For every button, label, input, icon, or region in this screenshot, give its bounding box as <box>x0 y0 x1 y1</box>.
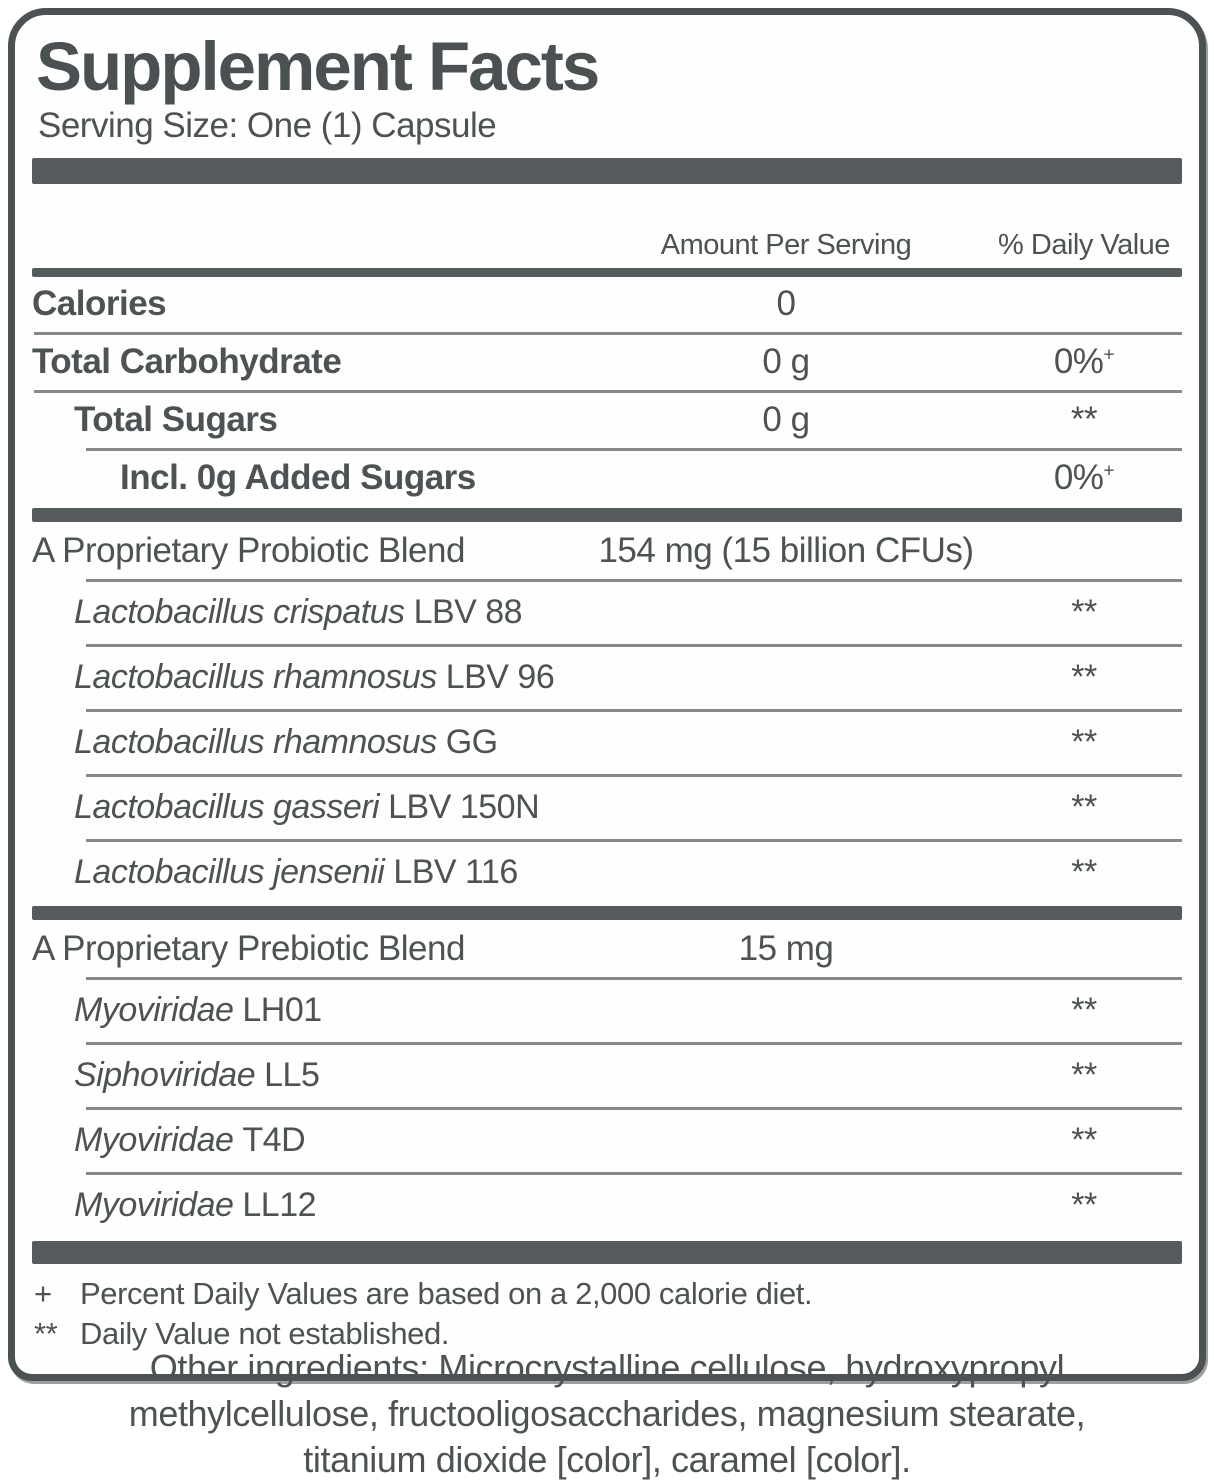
panel-title: Supplement Facts <box>36 28 599 105</box>
divider-bar-top <box>32 158 1182 184</box>
row-daily-value <box>986 458 1182 498</box>
footer-divider-bar <box>32 1241 1182 1264</box>
daily-value-text: ** <box>1071 723 1097 762</box>
row-name <box>32 659 586 696</box>
table-row <box>32 712 1182 774</box>
table-row <box>32 582 1182 644</box>
row-daily-value <box>986 658 1182 697</box>
row-label: Total Carbohydrate <box>32 342 342 381</box>
strain-code: LBV 150N <box>388 788 540 827</box>
species-name: Lactobacillus rhamnosus <box>74 658 437 697</box>
table-row <box>32 980 1182 1042</box>
row-name <box>32 343 586 382</box>
divider-bar-header <box>32 268 1182 277</box>
footnotes <box>34 1274 1182 1355</box>
row-amount: 0 <box>776 284 796 324</box>
column-header-daily-value: % Daily Value <box>998 228 1170 261</box>
species-name: Myoviridae <box>74 1186 234 1225</box>
section-divider-bar <box>32 906 1182 920</box>
daily-value-text: ** <box>1071 991 1097 1030</box>
row-daily-value <box>986 1186 1182 1225</box>
row-name <box>32 992 586 1029</box>
species-name: Lactobacillus gasseri <box>74 788 380 827</box>
table-row <box>32 842 1182 904</box>
row-name <box>32 594 586 631</box>
row-name <box>32 532 586 571</box>
strain-code: GG <box>445 723 498 762</box>
daily-value-text: ** <box>1071 1121 1097 1160</box>
column-header-row <box>32 222 1182 262</box>
row-name <box>32 854 586 891</box>
footnote-daily-value <box>34 1274 1182 1314</box>
row-amount: 154 mg (15 billion CFUs) <box>598 531 974 571</box>
table-row <box>32 777 1182 839</box>
row-label: Total Sugars <box>74 400 278 439</box>
daily-value-text: ** <box>1071 788 1097 827</box>
row-daily-value <box>986 991 1182 1030</box>
footnote-marker: + <box>34 1275 52 1311</box>
row-label: A Proprietary Probiotic Blend <box>32 531 465 570</box>
row-amount: 0 g <box>762 400 810 440</box>
row-daily-value <box>986 400 1182 440</box>
row-name <box>32 789 586 826</box>
row-daily-value <box>986 342 1182 382</box>
daily-value-text: ** <box>1071 1186 1097 1225</box>
daily-value-text: ** <box>1071 853 1097 892</box>
row-daily-value <box>986 853 1182 892</box>
row-label: A Proprietary Prebiotic Blend <box>32 929 465 968</box>
strain-code: LL12 <box>242 1186 317 1225</box>
row-name <box>32 285 586 324</box>
row-name <box>32 930 586 969</box>
row-daily-value <box>986 788 1182 827</box>
row-daily-value <box>986 723 1182 762</box>
row-name <box>32 1187 586 1224</box>
facts-table-rows <box>32 277 1182 1264</box>
species-name: Siphoviridae <box>74 1056 256 1095</box>
row-daily-value <box>986 1121 1182 1160</box>
daily-value-text: ** <box>1071 593 1097 632</box>
table-row <box>32 647 1182 709</box>
table-row <box>32 1110 1182 1172</box>
table-row <box>32 1045 1182 1107</box>
species-name: Myoviridae <box>74 1121 234 1160</box>
row-label: Calories <box>32 284 167 323</box>
footnote-marker: ** <box>34 1316 58 1352</box>
daily-value-text: 0% <box>1053 342 1104 382</box>
row-daily-value <box>986 593 1182 632</box>
daily-value-text: 0% <box>1053 458 1104 498</box>
footnote-text: Daily Value not established. <box>80 1316 450 1352</box>
table-row <box>32 335 1182 390</box>
table-row <box>32 277 1182 332</box>
strain-code: LBV 96 <box>445 658 555 697</box>
daily-value-footnote-symbol: + <box>1103 344 1115 366</box>
table-row <box>32 524 1182 579</box>
daily-value-text: ** <box>1071 1056 1097 1095</box>
species-name: Myoviridae <box>74 991 234 1030</box>
column-header-amount: Amount Per Serving <box>660 228 912 261</box>
footnote-text: Percent Daily Values are based on a 2,000 calorie diet. <box>80 1275 813 1311</box>
row-label: Incl. 0g Added Sugars <box>120 458 476 497</box>
row-amount: 15 mg <box>738 929 834 969</box>
row-name <box>32 459 586 498</box>
row-amount: 0 g <box>762 342 810 382</box>
row-name <box>32 1057 586 1094</box>
strain-code: LBV 116 <box>393 853 518 892</box>
species-name: Lactobacillus jensenii <box>74 853 385 892</box>
strain-code: LH01 <box>242 991 322 1030</box>
section-divider-bar <box>32 508 1182 522</box>
daily-value-text: ** <box>1071 658 1097 697</box>
other-ingredients: Other ingredients: Microcrystalline cellulose, hydroxypropyl methylcellulose, fructooligosaccharides, magnesium stearate, titanium dioxide [color], caramel [color]. <box>128 1347 1086 1481</box>
row-name <box>32 401 586 440</box>
table-row <box>32 451 1182 506</box>
strain-code: LL5 <box>264 1056 320 1095</box>
row-name <box>32 1122 586 1159</box>
row-daily-value <box>986 1056 1182 1095</box>
daily-value-footnote-symbol: + <box>1103 460 1115 482</box>
table-row <box>32 922 1182 977</box>
strain-code: T4D <box>242 1121 306 1160</box>
species-name: Lactobacillus crispatus <box>74 593 405 632</box>
strain-code: LBV 88 <box>413 593 523 632</box>
table-row <box>32 393 1182 448</box>
table-row <box>32 1175 1182 1237</box>
row-name <box>32 724 586 761</box>
species-name: Lactobacillus rhamnosus <box>74 723 437 762</box>
supplement-facts-panel <box>8 8 1206 1381</box>
daily-value-text: ** <box>1070 400 1098 440</box>
serving-size: Serving Size: One (1) Capsule <box>38 105 497 145</box>
